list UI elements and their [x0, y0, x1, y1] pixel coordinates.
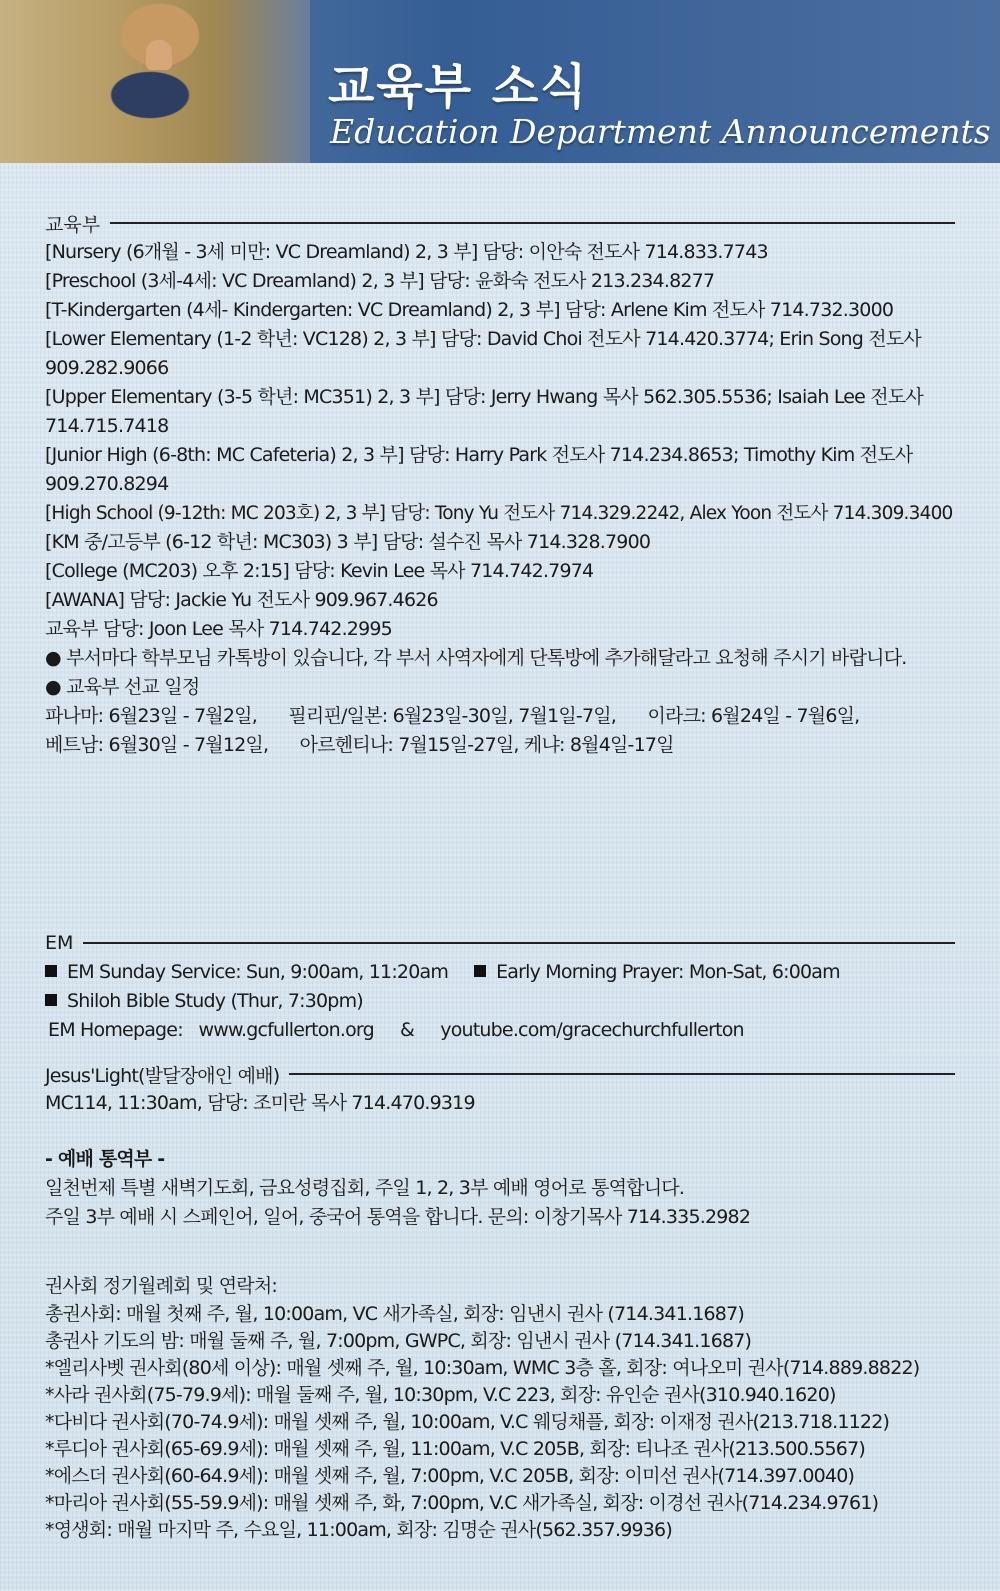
education-line: 베트남: 6월30일 - 7월12일, 아르헨티나: 7월15일-27일, 케냐: 8월4일-17일	[45, 734, 674, 756]
em-heading-row	[45, 928, 955, 958]
interpretation-line: 일천번제 특별 새벽기도회, 금요성령집회, 주일 1, 2, 3부 예배 영어로 통역합니다.	[45, 1177, 685, 1199]
education-line: [College (MC203) 오후 2:15] 담당: Kevin Lee 목사 714.742.7974	[45, 560, 594, 582]
education-line: 909.282.9066	[45, 357, 169, 379]
education-line: ● 부서마다 학부모님 카톡방이 있습니다, 각 부서 사역자에게 단톡방에 추가해달라고 요청해 주시기 바랍니다.	[45, 647, 907, 669]
deaconess-line: *사라 권사회(75-79.9세): 매월 둘째 주, 월, 10:30pm, V.C 223, 회장: 유인순 권사(310.940.1620)	[45, 1384, 836, 1406]
education-line: [High School (9-12th: MC 203호) 2, 3 부] 담당: Tony Yu 전도사 714.329.2242, Alex Yoon 전도사 714.309.3400	[45, 503, 953, 524]
education-line: 714.715.7418	[45, 415, 169, 437]
education-line: [Nursery (6개월 - 3세 미만: VC Dreamland) 2, 3 부] 담당: 이안숙 전도사 714.833.7743	[45, 241, 768, 263]
jesus-light-divider	[289, 1073, 955, 1075]
education-line: 파나마: 6월23일 - 7월2일, 필리핀/일본: 6월23일-30일, 7월1일-7일, 이라크: 6월24일 - 7월6일,	[45, 705, 860, 727]
deaconess-section	[45, 1272, 955, 1544]
page-title-korean: 교육부 소식	[328, 59, 589, 115]
jesus-light-info: MC114, 11:30am, 담당: 조미란 목사 714.470.9319	[45, 1092, 475, 1114]
deaconess-line: *엘리사벳 권사회(80세 이상): 매월 셋째 주, 월, 10:30am, WMC 3층 홀, 회장: 여나오미 권사(714.889.8822)	[45, 1357, 920, 1379]
page-title-english: Education Department Announcements	[330, 112, 991, 151]
interpretation-section	[45, 1145, 955, 1232]
education-line: 교육부 담당: Joon Lee 목사 714.742.2995	[45, 618, 392, 640]
em-bible-study: Shiloh Bible Study (Thur, 7:30pm)	[67, 990, 363, 1012]
deaconess-line: *다비다 권사회(70-74.9세): 매월 셋째 주, 월, 10:00am, V.C 웨딩채플, 회장: 이재정 권사(213.718.1122)	[45, 1411, 890, 1433]
jesus-light-section	[45, 1059, 955, 1118]
interpretation-heading: - 예배 통역부 -	[45, 1148, 165, 1170]
em-bible-study-item	[45, 987, 955, 1016]
em-homepage: EM Homepage: www.gcfullerton.org & youtube.com/gracechurchfullerton	[48, 1019, 744, 1041]
deaconess-line: 총권사 기도의 밤: 매월 둘째 주, 월, 7:00pm, GWPC, 회장: 임낸시 권사 (714.341.1687)	[45, 1330, 752, 1352]
deaconess-line: *에스더 권사회(60-64.9세): 매월 셋째 주, 월, 7:00pm, V.C 205B, 회장: 이미선 권사(714.397.0040)	[45, 1465, 855, 1487]
education-line: 909.270.8294	[45, 473, 169, 495]
education-line: [Upper Elementary (3-5 학년: MC351) 2, 3 부] 담당: Jerry Hwang 목사 562.305.5536; Isaiah Lee 전도사	[45, 386, 923, 408]
education-list	[45, 238, 955, 760]
interpretation-line: 주일 3부 예배 시 스페인어, 일어, 중국어 통역을 합니다. 문의: 이창기목사 714.335.2982	[45, 1206, 751, 1228]
education-heading: 교육부	[45, 213, 101, 236]
em-heading: EM	[45, 932, 74, 954]
education-divider	[110, 222, 955, 224]
em-services-row	[45, 958, 955, 987]
education-line: [AWANA] 담당: Jackie Yu 전도사 909.967.4626	[45, 589, 438, 611]
deaconess-line: *마리아 권사회(55-59.9세): 매월 셋째 주, 화, 7:00pm, V.C 새가족실, 회장: 이경선 권사(714.234.9761)	[45, 1492, 879, 1514]
education-line: [KM 중/고등부 (6-12 학년: MC303) 3 부] 담당: 설수진 목사 714.328.7900	[45, 531, 651, 553]
deaconess-heading: 권사회 정기월례회 및 연락처:	[45, 1275, 277, 1297]
deaconess-line: *루디아 권사회(65-69.9세): 매월 셋째 주, 월, 11:00am, V.C 205B, 회장: 티나조 권사(213.500.5567)	[45, 1438, 865, 1460]
praying-child-photo	[0, 0, 310, 163]
education-line: [Lower Elementary (1-2 학년: VC128) 2, 3 부] 담당: David Choi 전도사 714.420.3774; Erin Song 전도사	[45, 328, 921, 350]
jesus-light-heading: Jesus'Light(발달장애인 예배)	[45, 1064, 280, 1087]
header-banner	[0, 0, 1000, 163]
education-section	[45, 208, 955, 760]
em-divider	[83, 942, 955, 944]
deaconess-line: 총권사회: 매월 첫째 주, 월, 10:00am, VC 새가족실, 회장: 임낸시 권사 (714.341.1687)	[45, 1303, 744, 1325]
jesus-light-heading-row	[45, 1059, 955, 1089]
square-bullet-icon	[474, 965, 486, 977]
square-bullet-icon	[45, 965, 57, 977]
deaconess-line: *영생회: 매월 마지막 주, 수요일, 11:00am, 회장: 김명순 권사(562.357.9936)	[45, 1519, 672, 1541]
education-line: [T-Kindergarten (4세- Kindergarten: VC Dreamland) 2, 3 부] 담당: Arlene Kim 전도사 714.732.3000	[45, 299, 894, 321]
education-heading-row	[45, 208, 955, 238]
education-line: ● 교육부 선교 일정	[45, 676, 200, 698]
em-sunday-service-item	[45, 958, 448, 987]
em-early-prayer-item	[474, 958, 840, 987]
education-line: [Junior High (6-8th: MC Cafeteria) 2, 3 부] 담당: Harry Park 전도사 714.234.8653; Timothy Kim 전도사	[45, 444, 913, 466]
em-sunday-service: EM Sunday Service: Sun, 9:00am, 11:20am	[67, 961, 449, 983]
education-line: [Preschool (3세-4세: VC Dreamland) 2, 3 부] 담당: 윤화숙 전도사 213.234.8277	[45, 270, 715, 292]
em-section	[45, 928, 955, 1045]
square-bullet-icon	[45, 994, 57, 1006]
em-early-prayer: Early Morning Prayer: Mon-Sat, 6:00am	[496, 961, 840, 983]
